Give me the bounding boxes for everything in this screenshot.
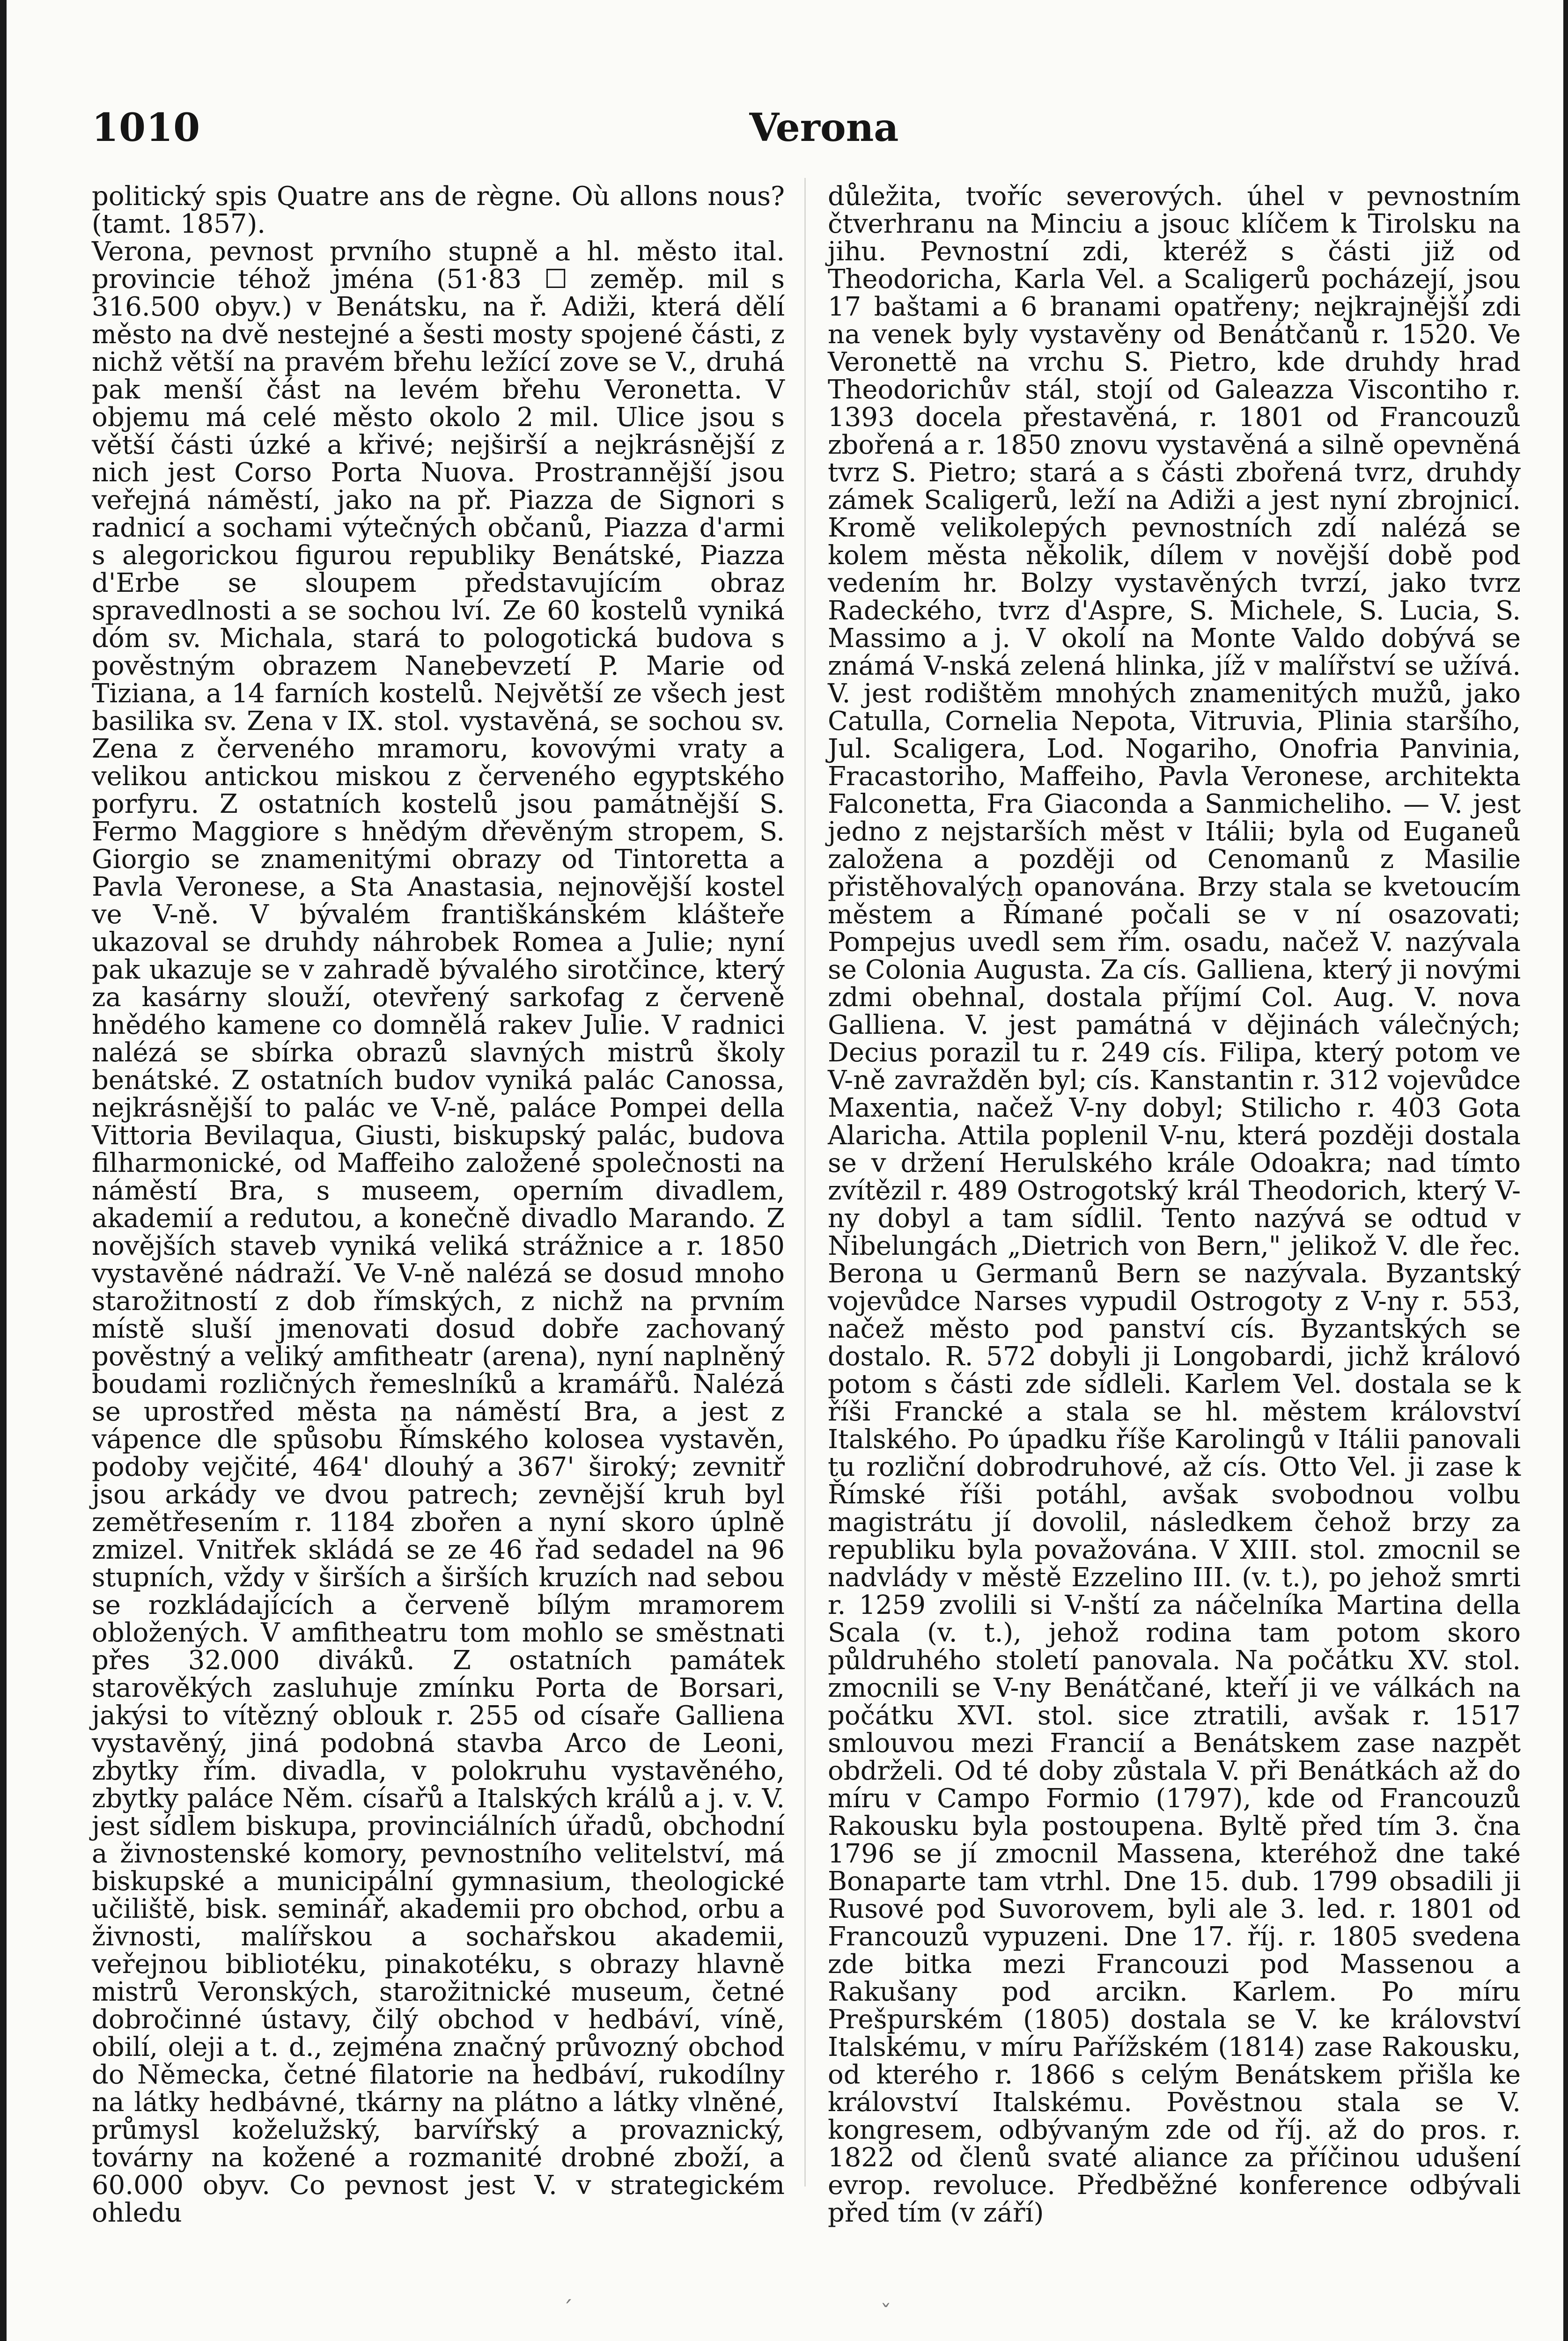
page-number: 1010 xyxy=(92,105,201,150)
scan-edge-right xyxy=(1563,0,1568,2341)
scan-edge-left xyxy=(0,0,7,2341)
left-paragraph-2: Verona, pevnost prvního stupně a hl. město ital. provincie téhož jména (51·83 ☐ zeměp. mil s 316.500 obyv.) v Benátsku, na ř. Adiži, která dělí město na dvě nestejné a šesti mosty spojené části, z nichž větší na pravém břehu ležící zove se V., druhá pak menší část na levém břehu Veronetta. V objemu má celé město okolo 2 mil. Ulice jsou s větší části úzké a křivé; nejširší a nejkrásnější z nich jest Corso Porta Nuova. Prostrannější jsou veřejná náměstí, jako na př. Piazza de Signori s radnicí a sochami výtečných občanů, Piazza d'armi s alegorickou figurou republiky Benátské, Piazza d'Erbe se sloupem představujícím obraz spravedlnosti a se sochou lví. Ze 60 kostelů vyniká dóm sv. Michala, stará to pologotická budova s pověstným obrazem Nanebevzetí P. Marie od Tiziana, a 14 farních kostelů. Největší ze všech jest basilika sv. Zena v IX. stol. vystavěná, se sochou sv. Zena z červeného mramoru, kovovými vraty a velikou antickou miskou z červeného egyptského porfyru. Z ostatních kostelů jsou památnější S. Fermo Maggiore s hnědým dřevěným stropem, S. Giorgio se znamenitými obrazy od Tintoretta a Pavla Veronese, a Sta Anastasia, nejnovější kostel ve V-ně. V bývalém františkánském klášteře ukazoval se druhdy náhrobek Romea a Julie; nyní pak ukazuje se v zahradě bývalého sirotčince, který za kasárny slouží, otevřený sarkofag z červeně hnědého kamene co domnělá rakev Julie. V radnici nalézá se sbírka obrazů slavných mistrů školy benátské. Z ostatních budov vyniká palác Canossa, nejkrásnější to palác ve V-ně, paláce Pompei della Vittoria Bevilaqua, Giusti, biskupský palác, budova filharmonické, od Maffeiho založené společnosti na náměstí Bra, s museem, operním divadlem, akademií a redutou, a konečně divadlo Marando. Z novějších staveb vyniká veliká strážnice a r. 1850 vystavěné nádraží. Ve V-ně nalézá se dosud mnoho starožitností z dob římských, z nichž na prvním místě sluší jmenovati dosud dobře zachovaný pověstný a veliký amfitheatr (arena), nyní naplněný boudami rozličných řemeslníků a kramářů. Nalézá se uprostřed města na náměstí Bra, a jest z vápence dle spůsobu Římského kolosea vystavěn, podoby vejčité, 464' dlouhý a 367' široký; zevnitř jsou arkády ve dvou patrech; zevnější kruh byl zemětřesením r. 1184 zbořen a nyní skoro úplně zmizel. Vnitřek skládá se ze 46 řad sedadel na 96 stupních, vždy v širších a širších kruzích nad sebou se rozkládajících a červeně bílým mramorem obložených. V amfitheatru tom mohlo se směstnati přes 32.000 diváků. Z ostatních památek starověkých zasluhuje zmínku Porta de Borsari, jakýsi to vítězný oblouk r. 255 od císaře Galliena vystavěný, jiná podobná stavba Arco de Leoni, zbytky řím. divadla, v polokruhu vystavěného, zbytky paláce Něm. císařů a Italských králů a j. v. V. jest sídlem biskupa, provinciálních úřadů, obchodní a živnostenské komory, pevnostního velitelství, má biskupské a municipální gymnasium, theologické učiliště, bisk. seminář, akademii pro obchod, orbu a živnosti, malířskou a sochařskou akademii, veřejnou bibliotéku, pinakotéku, s obrazy hlavně mistrů Veronských, starožitnické museum, četné dobročinné ústavy, čilý obchod v hedbáví, víně, obilí, oleji a t. d., zejména značný průvozný obchod do Německa, četné filatorie na hedbáví, rukodílny na látky hedbávné, tkárny na plátno a látky vlněné, průmysl koželužský, barvířský a provaznický, továrny na kožené a rozmanité drobné zboží, a 60.000 obyv. Co pevnost jest V. v strategickém ohledu xyxy=(92,236,785,2228)
stray-mark: ´ xyxy=(562,2297,573,2323)
left-paragraph-1: politický spis Quatre ans de règne. Où allons nous? (tamt. 1857). xyxy=(92,181,785,239)
footer-stray-marks xyxy=(562,2297,983,2325)
right-paragraph-1: důležita, tvoříc severových. úhel v pevnostním čtverhranu na Minciu a jsouc klíčem k Tirolsku na jihu. Pevnostní zdi, kteréž s části již od Theodoricha, Karla Vel. a Scaligerů pocházejí, jsou 17 baštami a 6 branami opatřeny; nejkrajnější zdi na venek byly vystavěny od Benátčanů r. 1520. Ve Veronettě na vrchu S. Pietro, kde druhdy hrad Theodorichův stál, stojí od Galeazza Viscontiho r. 1393 docela přestavěná, r. 1801 od Francouzů zbořená a r. 1850 znovu vystavěná a silně opevněná tvrz S. Pietro; stará a s části zbořená tvrz, druhdy zámek Scaligerů, leží na Adiži a jest nyní zbrojnicí. Kromě velikolepých pevnostních zdí nalézá se kolem města několik, dílem v novější době pod vedením hr. Bolzy vystavěných tvrzí, jako tvrz Radeckého, tvrz d'Aspre, S. Michele, S. Lucia, S. Massimo a j. V okolí na Monte Valdo dobývá se známá V-nská zelená hlinka, jíž v malířství se užívá. V. jest rodištěm mnohých znamenitých mužů, jako Catulla, Cornelia Nepota, Vitruvia, Plinia staršího, Jul. Scaligera, Lod. Nogariho, Onofria Panvinia, Fracastoriho, Maffeiho, Pavla Veronese, architekta Falconetta, Fra Giaconda a Sanmicheliho. — V. jest jedno z nejstarších měst v Itálii; byla od Euganeů založena a později od Cenomanů z Masilie přistěhovalých opanována. Brzy stala se kvetoucím městem a Římané počali se v ní osazovati; Pompejus uvedl sem řím. osadu, načež V. nazývala se Colonia Augusta. Za cís. Galliena, který ji novými zdmi obehnal, dostala příjmí Col. Aug. V. nova Galliena. V. jest památná v dějinách válečných; Decius porazil tu r. 249 cís. Filipa, který potom ve V-ně zavražděn byl; cís. Kanstantin r. 312 vojevůdce Maxentia, načež V-ny dobyl; Stilicho r. 403 Gota Alaricha. Attila poplenil V-nu, která později dostala se v držení Herulského krále Odoakra; nad tímto zvítězil r. 489 Ostrogotský král Theodorich, který V-ny dobyl a tam sídlil. Tento nazývá se odtud v Nibelungách „Dietrich von Bern," jelikož V. dle řec. Berona u Germanů Bern se nazývala. Byzantský vojevůdce Narses vypudil Ostrogoty z V-ny r. 553, načež město pod panství cís. Byzantských se dostalo. R. 572 dobyli ji Longobardi, jichž královó potom s části zde sídleli. Karlem Vel. dostala se k říši Francké a stala se hl. městem království Italského. Po úpadku říše Karolingů v Itálii panovali tu rozliční dobrodruhové, až cís. Otto Vel. ji zase k Římské říši potáhl, avšak svobodnou volbu magistrátu jí dovolil, následkem čehož brzy za republiku byla považována. V XIII. stol. zmocnil se nadvlády v městě Ezzelino III. (v. t.), po jehož smrti r. 1259 zvolili si V-nští za náčelníka Martina della Scala (v. t.), jehož rodina tam potom skoro půldruhého století panovala. Na počátku XV. stol. zmocnili se V-ny Benátčané, kteří ji ve válkách na počátku XVI. stol. sice ztratili, avšak r. 1517 smlouvou mezi Francií a Benátskem zase nazpět obdrželi. Od té doby zůstala V. při Benátkách až do míru v Campo Formio (1797), kde od Francouzů Rakousku byla postoupena. Byltě před tím 3. čna 1796 se jí zmocnil Massena, kteréhož dne také Bonaparte tam vtrhl. Dne 15. dub. 1799 obsadili ji Rusové pod Suvorovem, byli ale 3. led. r. 1801 od Francouzů vypuzeni. Dne 17. říj. r. 1805 svedena zde bitka mezi Francouzi pod Massenou a Rakušany pod arcikn. Karlem. Po míru Prešpurském (1805) dostala se V. ke království Italskému, v míru Pařížském (1814) zase Rakousku, od kterého r. 1866 s celým Benátskem přišla ke království Italskému. Pověstnou stala se V. kongresem, odbývaným zde od říj. až do pros. r. 1822 od členů svaté aliance za příčinou udušení evrop. revoluce. Předběžné konference odbývali před tím (v září) xyxy=(828,181,1521,2228)
left-column xyxy=(92,181,785,2228)
running-title: Verona xyxy=(749,105,899,150)
right-column xyxy=(828,181,1521,2228)
column-divider xyxy=(804,178,806,2186)
stray-mark: ˇ xyxy=(880,2300,891,2326)
